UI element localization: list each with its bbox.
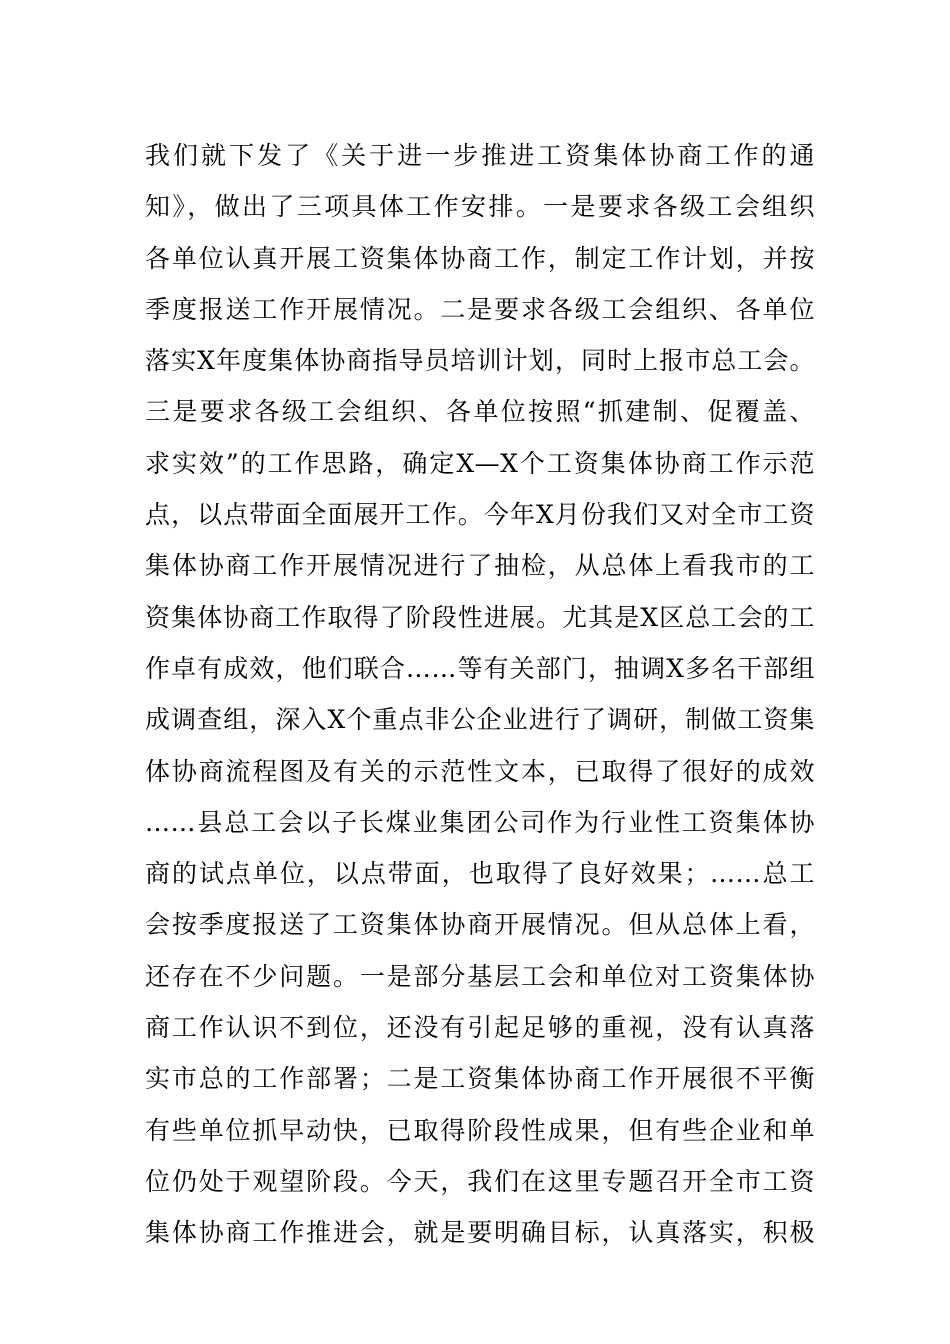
text-line: 商的试点单位，以点带面，也取得了良好效果；……总工 xyxy=(145,859,815,889)
text-line: 我们就下发了《关于进一步推进工资集体协商工作的通 xyxy=(145,141,815,170)
text-line: 三是要求各级工会组织、各单位按照“抓建制、促覆盖、 xyxy=(145,397,815,427)
text-line: 各单位认真开展工资集体协商工作，制定工作计划，并按 xyxy=(145,243,815,273)
text-line: 还存在不少问题。一是部分基层工会和单位对工资集体协 xyxy=(145,961,815,991)
text-line: 有些单位抓早动快，已取得阶段性成果，但有些企业和单 xyxy=(145,1115,815,1145)
text-line: 作卓有成效，他们联合……等有关部门，抽调X多名干部组 xyxy=(145,653,815,683)
body-text xyxy=(145,130,815,1259)
text-line: 求实效”的工作思路，确定X—X个工资集体协商工作示范 xyxy=(145,448,815,478)
text-line: 位仍处于观望阶段。今天，我们在这里专题召开全市工资 xyxy=(145,1166,815,1196)
text-line: 实市总的工作部署；二是工资集体协商工作开展很不平衡 xyxy=(145,1064,815,1094)
text-line: 点，以点带面全面展开工作。今年X月份我们又对全市工资 xyxy=(145,500,815,530)
text-line: 会按季度报送了工资集体协商开展情况。但从总体上看， xyxy=(145,910,815,940)
text-line: 知》，做出了三项具体工作安排。一是要求各级工会组织 xyxy=(145,192,815,222)
text-line: 体协商流程图及有关的示范性文本，已取得了很好的成效 xyxy=(145,756,815,786)
text-line: 集体协商工作开展情况进行了抽检，从总体上看我市的工 xyxy=(145,551,815,581)
text-line: 落实X年度集体协商指导员培训计划，同时上报市总工会。 xyxy=(145,346,815,376)
text-line: 资集体协商工作取得了阶段性进展。尤其是X区总工会的工 xyxy=(145,602,815,632)
text-line: 成调查组，深入X个重点非公企业进行了调研，制做工资集 xyxy=(145,705,815,735)
text-line: 季度报送工作开展情况。二是要求各级工会组织、各单位 xyxy=(145,294,815,324)
text-line: ……县总工会以子长煤业集团公司作为行业性工资集体协 xyxy=(145,807,815,837)
text-line: 商工作认识不到位，还没有引起足够的重视，没有认真落 xyxy=(145,1013,815,1043)
text-line: 集体协商工作推进会，就是要明确目标，认真落实，积极 xyxy=(145,1218,815,1248)
